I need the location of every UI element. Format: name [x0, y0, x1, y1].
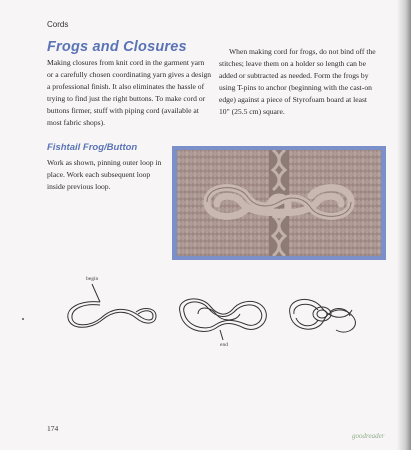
begin-label: begin [86, 276, 99, 282]
fishtail-frog-diagram [60, 278, 360, 348]
end-label: end [220, 342, 228, 348]
right-column-paragraph: When making cord for frogs, do not bind off the stitches; leave them on a holder so length can be added or subtracted as needed. Form the frogs by using T-pins to anchor (beginning with the cast-on edge) against a piece of Styrofoam board at least 10" (25.5 cm) square. [219, 47, 376, 116]
left-column-paragraph: Making closures from knit cord in the garment yarn or a carefully chosen coordinating yarn gives a design a professional finish. It also eliminates the hassle of trying to find just the right buttons. To make cord or buttons firmer, stuff with piping cord (available at most fabric shops). [47, 58, 212, 127]
stray-mark [22, 318, 24, 320]
running-head: Cords [47, 20, 69, 29]
figure-caption: Work as shown, pinning outer loop in place. Work each subsequent loop inside previous loop. [47, 158, 162, 191]
frog-closure-photo [172, 146, 386, 260]
page-number: 174 [47, 424, 59, 433]
subsection-title: Fishtail Frog/Button [47, 142, 138, 153]
section-title: Frogs and Closures [47, 39, 187, 55]
frog-diagrams [60, 278, 360, 353]
knitted-frog-illustration [177, 150, 381, 256]
watermark-stamp: goodreader [352, 432, 385, 440]
page-gutter-shadow [397, 0, 411, 450]
